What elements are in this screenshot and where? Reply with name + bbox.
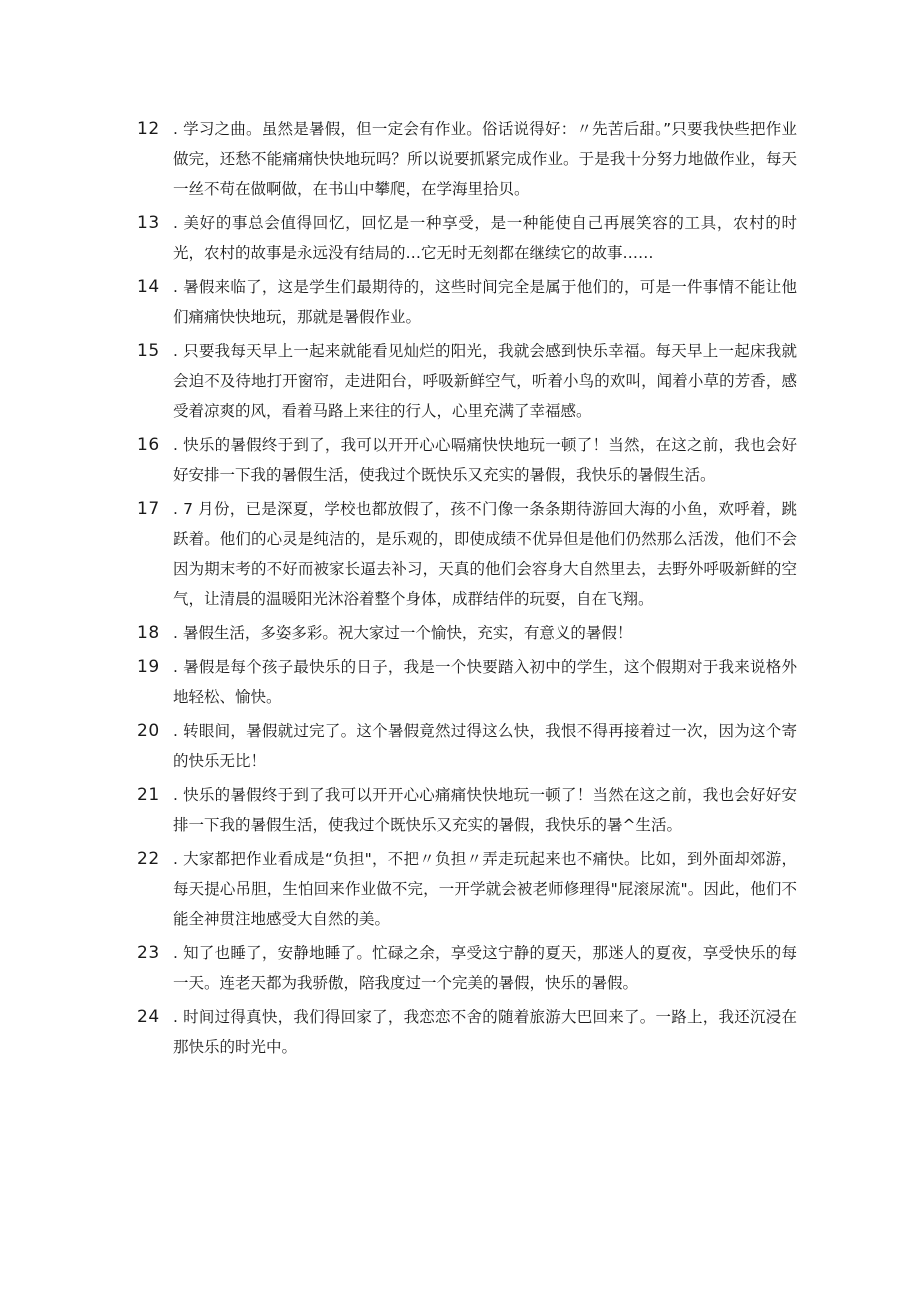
item-text: . 时间过得真快，我们得回家了，我恋恋不舍的随着旅游大巴回来了。一路上，我还沉浸在那快乐的时光中。: [173, 1008, 797, 1056]
list-item: [137, 716, 797, 776]
item-number: 12: [137, 119, 160, 139]
list-item: [137, 652, 797, 712]
item-number: 15: [137, 341, 160, 361]
item-text: . 美好的事总会值得回忆，回忆是一种享受，是一种能使自己再展笑容的工具，农村的时光，农村的故事是永远没有结局的…它无时无刻都在继续它的故事……: [173, 214, 797, 262]
item-number: 20: [137, 721, 160, 741]
item-text: . 快乐的暑假终于到了我可以开开心心痛痛快快地玩一顿了！当然在这之前，我也会好好安排一下我的暑假生活，使我过个既快乐又充实的暑假，我快乐的暑^生活。: [173, 786, 797, 834]
item-number: 16: [137, 435, 160, 455]
item-text: . 只要我每天早上一起来就能看见灿烂的阳光，我就会感到快乐幸福。每天早上一起床我就会迫不及待地打开窗帘，走进阳台，呼吸新鲜空气，听着小鸟的欢叫，闻着小草的芳香，感受着凉爽的风，看着马路上来往的行人，心里充满了幸福感。: [173, 342, 797, 420]
item-text: . 转眼间，暑假就过完了。这个暑假竟然过得这么快，我恨不得再接着过一次，因为这个寄的快乐无比！: [173, 722, 797, 770]
list-item: [137, 272, 797, 332]
item-text: . 暑假生活，多姿多彩。祝大家过一个愉快，充实，有意义的暑假！: [173, 624, 633, 642]
list-item: [137, 494, 797, 614]
item-text: . 大家都把作业看成是“负担"，不把〃负担〃弄走玩起来也不痛快。比如，到外面却郊游，每天提心吊胆，生怕回来作业做不完，一开学就会被老师修理得"屁滚尿流"。因此，他们不能全神贯注地感受大自然的美。: [173, 850, 797, 928]
item-number: 23: [137, 943, 160, 963]
item-text: . 暑假是每个孩子最快乐的日子，我是一个快要踏入初中的学生，这个假期对于我来说格外地轻松、愉快。: [173, 658, 797, 706]
item-number: 17: [137, 499, 160, 519]
numbered-paragraph-list: [137, 114, 797, 1066]
item-number: 19: [137, 657, 160, 677]
list-item: [137, 618, 797, 648]
list-item: [137, 1002, 797, 1062]
item-number: 24: [137, 1007, 160, 1027]
item-text: . 快乐的暑假终于到了，我可以开开心心嗝痛快快地玩一顿了！当然，在这之前，我也会好好安排一下我的暑假生活，使我过个既快乐又充实的暑假，我快乐的暑假生活。: [173, 436, 797, 484]
list-item: [137, 114, 797, 204]
item-number: 21: [137, 785, 160, 805]
item-text: . 学习之曲。虽然是暑假，但一定会有作业。俗话说得好：〃先苦后甜。”只要我快些把作业做完，还愁不能痛痛快快地玩吗？所以说要抓紧完成作业。于是我十分努力地做作业，每天一丝不苟在做啊做，在书山中攀爬，在学海里拾贝。: [173, 120, 797, 198]
list-item: [137, 938, 797, 998]
item-number: 22: [137, 849, 160, 869]
list-item: [137, 780, 797, 840]
item-text: . 7 月份，已是深夏，学校也都放假了，孩不门像一条条期待游回大海的小鱼，欢呼着，跳跃着。他们的心灵是纯洁的，是乐观的，即使成绩不优异但是他们仍然那么活泼，他们不会因为期末考的不好而被家长逼去补习，天真的他们会容身大自然里去，去野外呼吸新鲜的空气，让清晨的温暖阳光沐浴着整个身体，成群结伴的玩耍，自在飞翔。: [173, 500, 797, 608]
item-number: 14: [137, 277, 160, 297]
list-item: [137, 844, 797, 934]
item-number: 13: [137, 213, 160, 233]
item-text: . 暑假来临了，这是学生们最期待的，这些时间完全是属于他们的，可是一件事情不能让他们痛痛快快地玩，那就是暑假作业。: [173, 278, 797, 326]
list-item: [137, 430, 797, 490]
item-number: 18: [137, 623, 160, 643]
item-text: . 知了也睡了，安静地睡了。忙碌之余，享受这宁静的夏天，那迷人的夏夜，享受快乐的每一天。连老天都为我骄傲，陪我度过一个完美的暑假，快乐的暑假。: [173, 944, 797, 992]
list-item: [137, 208, 797, 268]
list-item: [137, 336, 797, 426]
